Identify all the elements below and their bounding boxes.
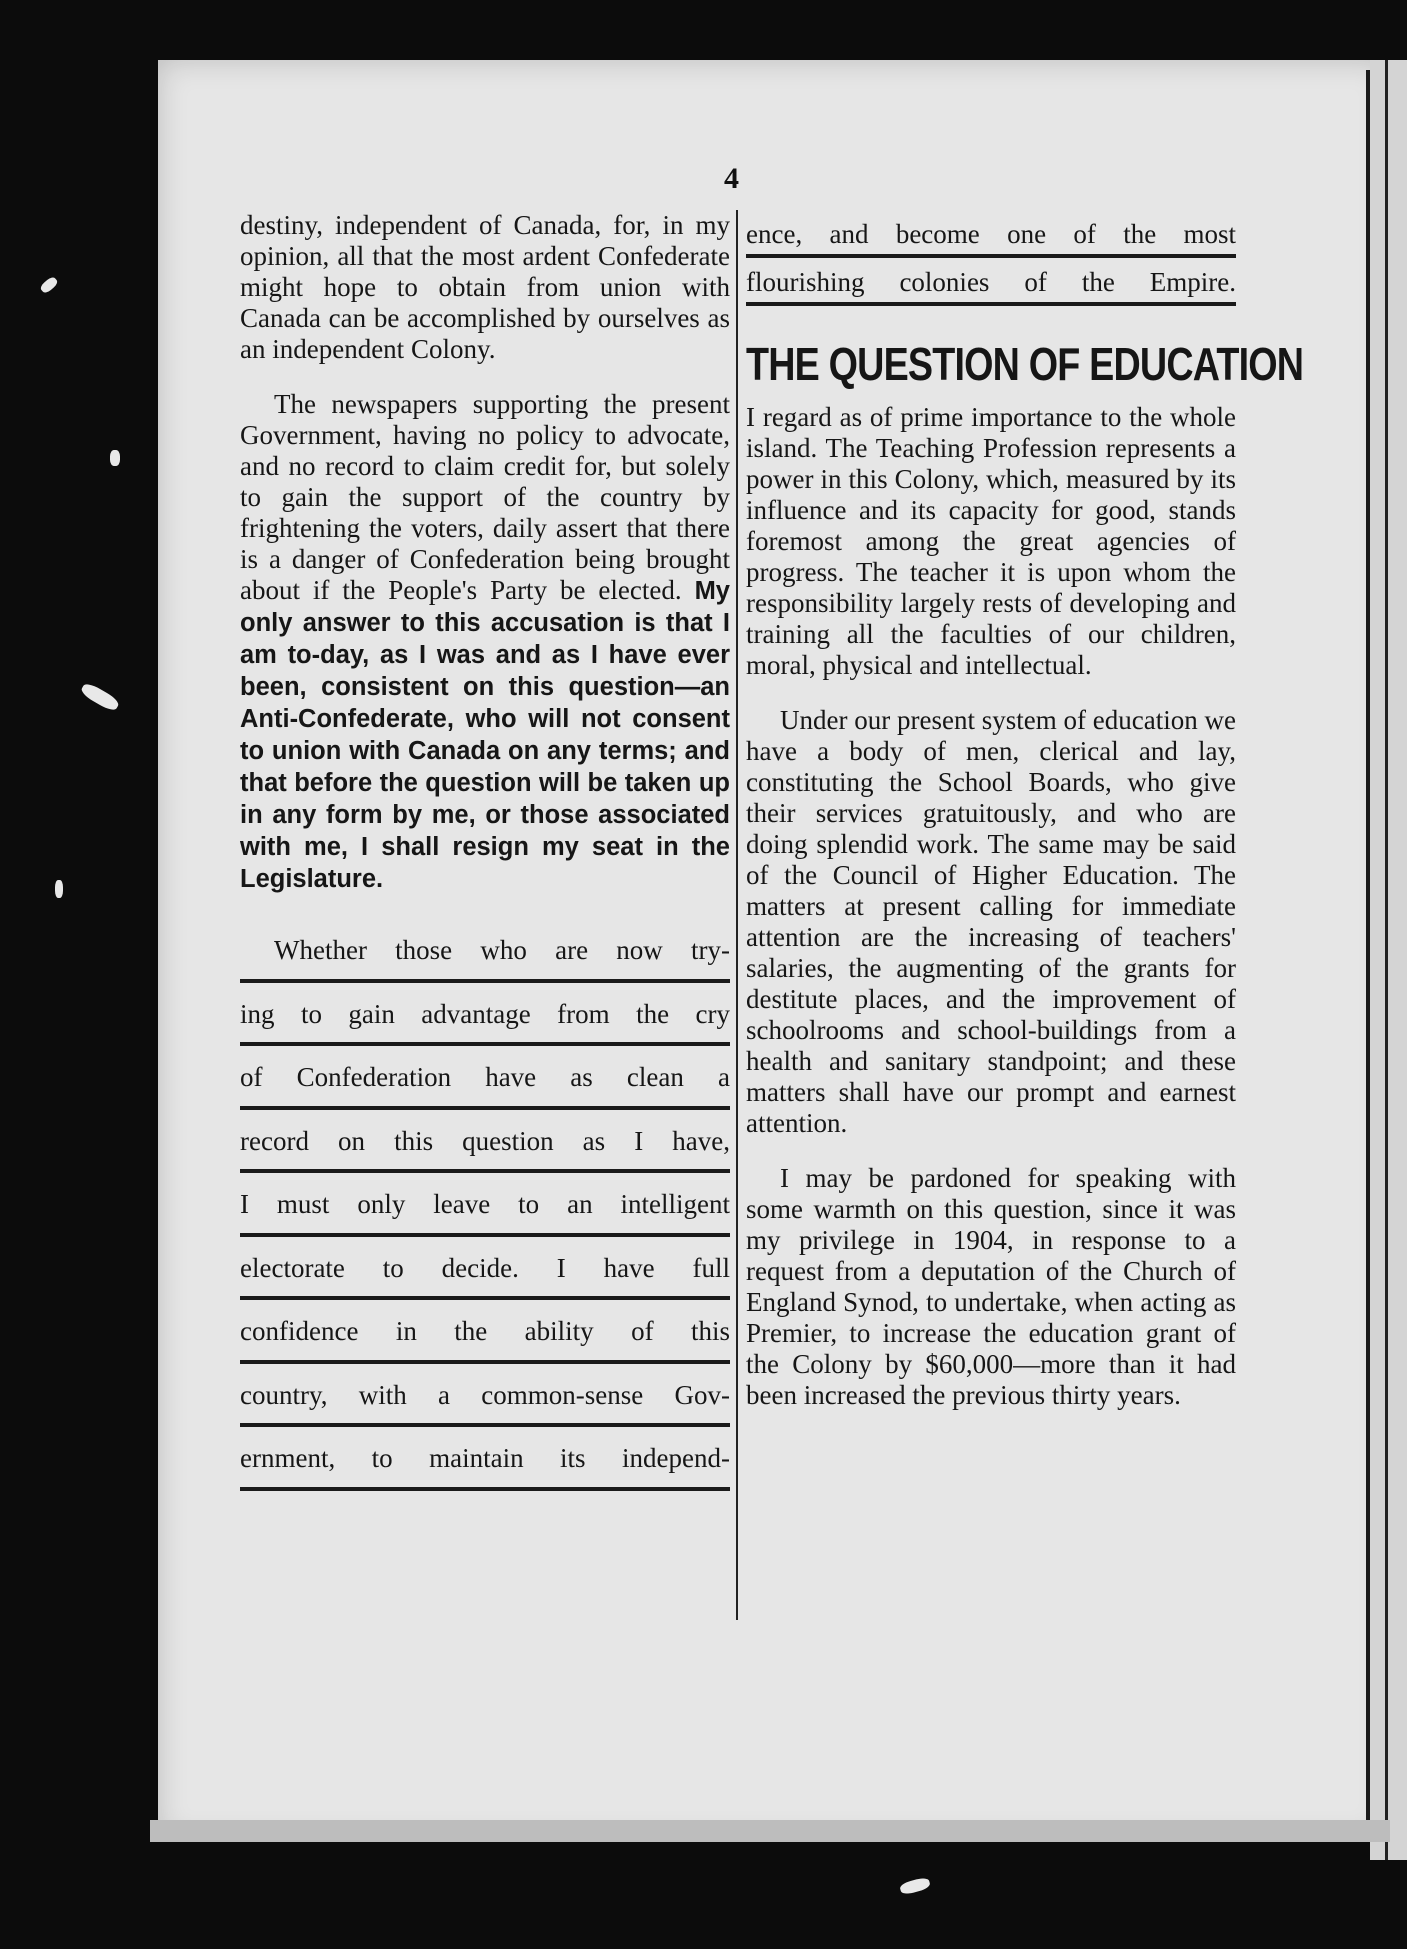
scan-speck bbox=[110, 450, 120, 466]
ruled-line: of Confederation have as clean a bbox=[240, 1046, 730, 1110]
section-heading: THE QUESTION OF EDUCATION bbox=[746, 338, 1304, 390]
adjacent-page-edge bbox=[1370, 60, 1407, 1860]
scan-speck bbox=[79, 681, 121, 713]
ruled-text-block bbox=[746, 210, 1236, 306]
right-column bbox=[746, 210, 1304, 1411]
paragraph: Under our present system of education we have a body of men, clerical and lay, constituting the School Boards, who give their services gratuitously, and who are doing splendid work. The same may be said of the Council of Higher Education. The matters at present calling for immediate attention are the increasing of teachers' salaries, the augmenting of the grants for destitute places, and the improvement of schoolrooms and school-buildings from a health and sanitary standpoint; and these matters shall have our prompt and earnest attention. bbox=[746, 705, 1236, 1138]
paragraph: I regard as of prime importance to the whole island. The Teaching Profession represents a power in this Colony, which, measured by its influence and its capacity for good, stands foremost among the great agencies of progress. The teacher it is upon whom the responsibility largely rests of developing and training all the faculties of our children, moral, physical and intellectual. bbox=[746, 402, 1236, 680]
ruled-line: flourishing colonies of the Empire. bbox=[746, 258, 1236, 306]
ruled-line: country, with a common-sense Gov- bbox=[240, 1364, 730, 1428]
ruled-line: Whether those who are now try- bbox=[240, 919, 730, 983]
page-fold-line bbox=[1366, 70, 1370, 1840]
ruled-line: ernment, to maintain its independ- bbox=[240, 1427, 730, 1491]
scan-speck bbox=[899, 1876, 931, 1895]
page-number: 4 bbox=[724, 162, 739, 195]
paragraph-text: The newspapers supporting the present Government, having no policy to advocate, and no record to claim credit for, but solely to gain the support of the country by frightening the voters, daily assert that there is a danger of Confederation being brought about if the People's Party be elected. bbox=[240, 389, 730, 605]
ruled-text-block bbox=[240, 919, 730, 1491]
paragraph: I may be pardoned for speaking with some warmth on this question, since it was my privilege in 1904, in response to a request from a deputation of the Church of England Synod, to undertake, when acting as Premier, to increase the education grant of the Colony by $60,000—more than it had been increased the previous thirty years. bbox=[746, 1163, 1236, 1410]
paragraph bbox=[240, 389, 730, 895]
paragraph: destiny, independent of Canada, for, in my opinion, all that the most ardent Confederate might hope to obtain from union with Canada can be accomplished by ourselves as an independent Colony. bbox=[240, 210, 730, 364]
ruled-line: confidence in the ability of this bbox=[240, 1300, 730, 1364]
bold-statement: My only answer to this accusation is that I am to-day, as I was and as I have ever been, consistent on this question—an Anti-Confederate, who will not consent to union with Canada on any terms; and that before the question will be taken up in any form by me, or those associated with me, I shall resign my seat in the Legislature. bbox=[240, 577, 730, 893]
ruled-line: record on this question as I have, bbox=[240, 1110, 730, 1174]
column-divider bbox=[736, 210, 738, 1620]
page-bottom-edge bbox=[150, 1820, 1390, 1842]
scan-speck bbox=[55, 880, 63, 898]
ruled-line: electorate to decide. I have full bbox=[240, 1237, 730, 1301]
ruled-line: I must only leave to an intelligent bbox=[240, 1173, 730, 1237]
left-column bbox=[240, 210, 730, 1491]
ruled-line: ing to gain advantage from the cry bbox=[240, 983, 730, 1047]
ruled-line: ence, and become one of the most bbox=[746, 210, 1236, 258]
page-edge-line bbox=[1385, 60, 1388, 1860]
scan-speck bbox=[39, 275, 59, 294]
